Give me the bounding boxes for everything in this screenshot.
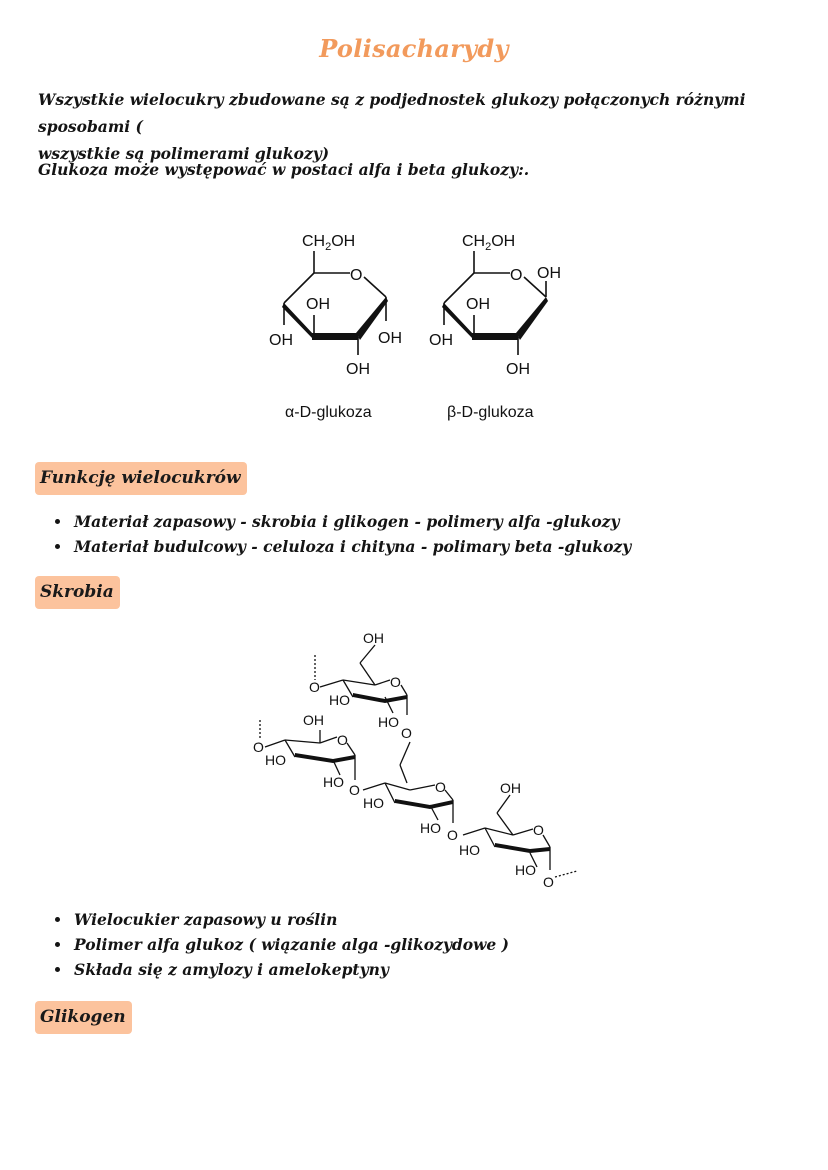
starch-label-oh: OH	[500, 780, 521, 796]
starch-label-o: O	[401, 725, 412, 741]
beta-glucose-structure	[429, 233, 561, 378]
starch-label-o: O	[309, 679, 320, 695]
beta-oh-c3: OH	[466, 296, 490, 313]
starch-label-ho: HO	[420, 820, 441, 836]
intro-line-2: wszystkie są polimerami glukozy)	[38, 144, 330, 163]
starch-structure-figure	[245, 625, 585, 895]
starch-label-ho: HO	[515, 862, 536, 878]
alpha-oh-c1: OH	[378, 330, 402, 347]
starch-label-ring-o: O	[533, 822, 544, 838]
list-item: • Wielocukier zapasowy u roślin	[72, 907, 509, 932]
list-item: • Polimer alfa glukoz ( wiązanie alga -glikozydowe )	[72, 932, 509, 957]
beta-ch2oh-label: $CH_2OH$	[462, 233, 516, 253]
starch-label-ho: HO	[459, 842, 480, 858]
starch-label-ho: HO	[265, 752, 286, 768]
alpha-glucose-structure	[269, 233, 402, 378]
starch-label-o: O	[447, 827, 458, 843]
alpha-oh-c2: OH	[346, 361, 370, 378]
starch-label-ring-o: O	[337, 732, 348, 748]
starch-label-ring-o: O	[390, 674, 401, 690]
starch-label-ring-o: O	[435, 779, 446, 795]
section-heading-glycogen: Glikogen	[35, 1001, 132, 1034]
starch-structure-svg	[245, 625, 585, 895]
glucose-forms-text: Glukoza może występować w postaci alfa i beta glukozy:.	[38, 160, 530, 179]
starch-label-ho: HO	[378, 714, 399, 730]
functions-list	[36, 509, 631, 559]
section-heading-starch: Skrobia	[35, 576, 120, 609]
starch-label-o: O	[543, 874, 554, 890]
beta-oh-c4: OH	[429, 332, 453, 349]
section-heading-functions: Funkcję wielocukrów	[35, 462, 247, 495]
alpha-oh-c3: OH	[306, 296, 330, 313]
alpha-oh-c4: OH	[269, 332, 293, 349]
intro-paragraph	[38, 86, 798, 167]
list-item: • Materiał budulcowy - celuloza i chityna - polimary beta -glukozy	[72, 534, 631, 559]
list-item: • Składa się z amylozy i amelokeptyny	[72, 957, 509, 982]
glucose-structures-figure	[262, 225, 582, 385]
list-item: • Materiał zapasowy - skrobia i glikogen - polimery alfa -glukozy	[72, 509, 631, 534]
glucose-structures-svg	[262, 225, 582, 385]
starch-label-oh: OH	[303, 712, 324, 728]
alpha-glucose-caption: α-D-glukoza	[285, 404, 372, 421]
starch-label-oh: OH	[363, 630, 384, 646]
beta-oh-c2: OH	[506, 361, 530, 378]
starch-label-ho: HO	[363, 795, 384, 811]
beta-glucose-caption: β-D-glukoza	[447, 404, 534, 421]
alpha-ring-oxygen: O	[350, 267, 363, 284]
beta-oh-c1: OH	[537, 265, 561, 282]
alpha-ch2oh-label: $CH_2OH$	[302, 233, 356, 253]
intro-line-1: Wszystkie wielocukry zbudowane są z podjednostek glukozy połączonych różnymi sposobami (	[38, 90, 746, 136]
starch-list	[36, 907, 509, 982]
beta-ring-oxygen: O	[510, 267, 523, 284]
starch-label-o: O	[253, 739, 264, 755]
starch-label-ho: HO	[323, 774, 344, 790]
starch-label-ho: HO	[329, 692, 350, 708]
starch-label-o: O	[349, 782, 360, 798]
page-title: Polisacharydy	[319, 34, 509, 63]
